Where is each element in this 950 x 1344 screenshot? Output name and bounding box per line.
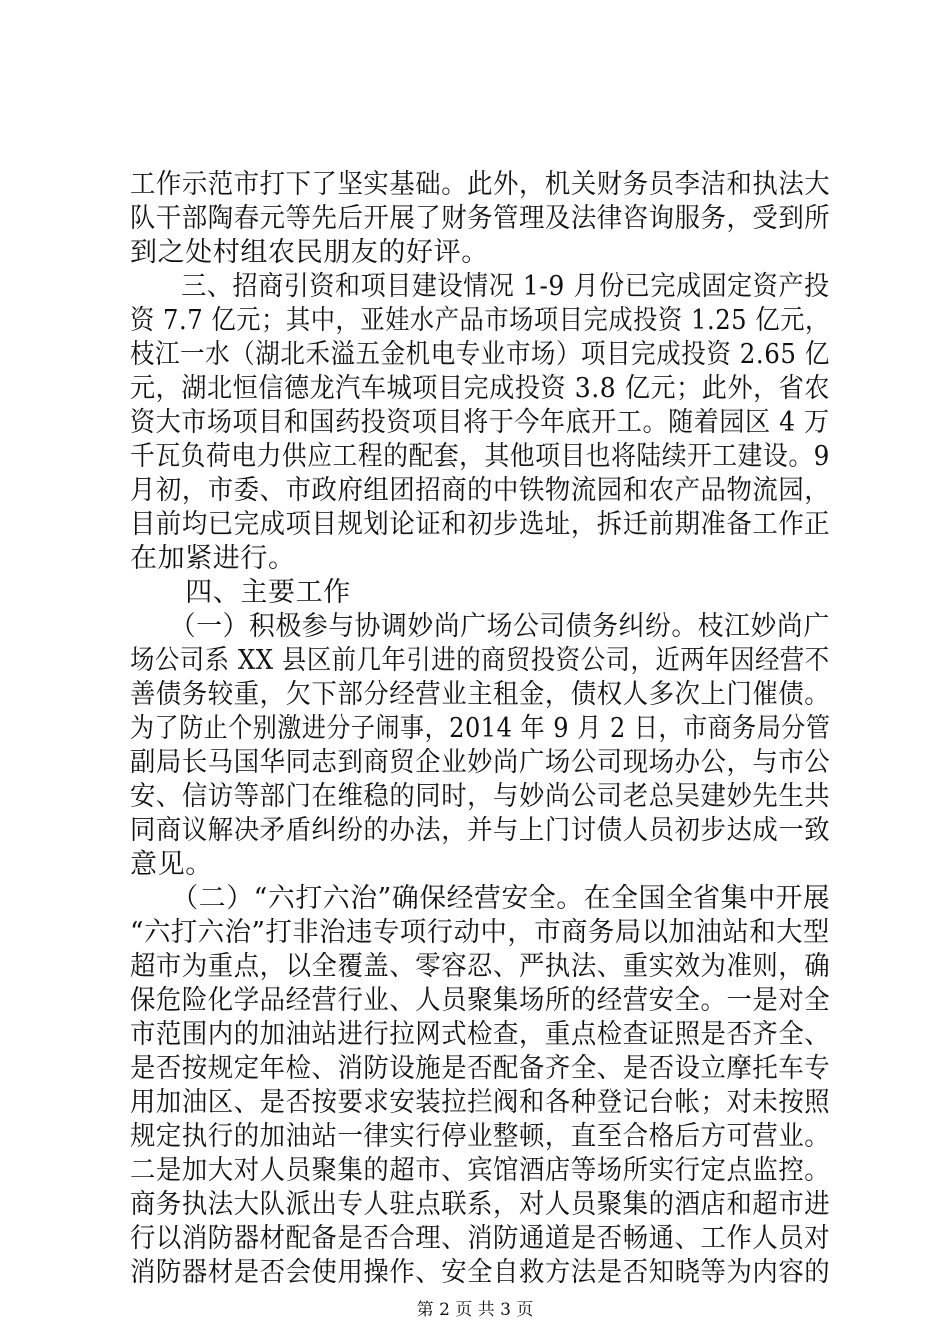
text-line: 在加紧进行。	[130, 543, 296, 574]
text-line: 工作示范市打下了坚实基础。此外，机关财务员李洁和执法大	[130, 169, 831, 200]
text-line: （二）“六打六治”确保经营安全。在全国全省集中开展	[130, 883, 831, 914]
text-line: 副局长马国华同志到商贸企业妙尚广场公司现场办公，与市公	[130, 747, 831, 778]
text-line: 千瓦负荷电力供应工程的配套，其他项目也将陆续开工建设。9	[130, 441, 830, 472]
text-line: 二是加大对人员聚集的超市、宾馆酒店等场所实行定点监控。	[130, 1155, 831, 1186]
text-line: 超市为重点，以全覆盖、零容忍、严执法、重实效为准则，确	[130, 951, 831, 982]
text-line: 目前均已完成项目规划论证和初步选址，拆迁前期准备工作正	[130, 509, 831, 540]
text-line: 元，湖北恒信德龙汽车城项目完成投资 3.8 亿元；此外，省农	[130, 373, 831, 404]
text-line: 保危险化学品经营行业、人员聚集场所的经营安全。一是对全	[130, 985, 831, 1016]
text-line: 市范围内的加油站进行拉网式检查，重点检查证照是否齐全、	[130, 1019, 831, 1050]
text-line: 月初，市委、市政府组团招商的中铁物流园和农产品物流园，	[130, 475, 831, 506]
text-line: 用加油区、是否按要求安装拉拦阀和各种登记台帐；对未按照	[130, 1087, 831, 1118]
text-line: 善债务较重，欠下部分经营业主租金，债权人多次上门催债。	[130, 679, 831, 710]
text-line: 场公司系 XX 县区前几年引进的商贸投资公司，近两年因经营不	[130, 645, 830, 676]
page-number-footer: 第 2 页 共 3 页	[416, 1300, 534, 1320]
text-line: 资大市场项目和国药投资项目将于今年底开工。随着园区 4 万	[130, 407, 830, 438]
text-line: 消防器材是否会使用操作、安全自救方法是否知晓等为内容的	[130, 1257, 831, 1288]
text-line: 枝江一水（湖北禾溢五金机电专业市场）项目完成投资 2.65 亿	[130, 339, 830, 370]
text-line: 是否按规定年检、消防设施是否配备齐全、是否设立摩托车专	[130, 1053, 831, 1084]
text-line: 规定执行的加油站一律实行停业整顿，直至合格后方可营业。	[130, 1121, 831, 1152]
text-line: 到之处村组农民朋友的好评。	[130, 237, 489, 268]
text-line: 资 7.7 亿元；其中，亚娃水产品市场项目完成投资 1.25 亿元，	[130, 305, 830, 336]
text-line: 队干部陶春元等先后开展了财务管理及法律咨询服务，受到所	[130, 203, 831, 234]
text-line: 商务执法大队派出专人驻点联系，对人员聚集的酒店和超市进	[130, 1189, 831, 1220]
text-line: “六打六治”打非治违专项行动中，市商务局以加油站和大型	[130, 917, 830, 948]
text-line: 意见。	[130, 849, 213, 880]
text-line: （一）积极参与协调妙尚广场公司债务纠纷。枝江妙尚广	[130, 611, 830, 642]
text-line: 同商议解决矛盾纠纷的办法，并与上门讨债人员初步达成一致	[130, 815, 831, 846]
text-line: 三、招商引资和项目建设情况 1-9 月份已完成固定资产投	[130, 271, 830, 302]
text-line: 行以消防器材配备是否合理、消防通道是否畅通、工作人员对	[130, 1223, 831, 1254]
section-heading: 四、主要工作	[130, 577, 351, 608]
text-line: 安、信访等部门在维稳的同时，与妙尚公司老总吴建妙先生共	[130, 781, 831, 812]
text-line: 为了防止个别激进分子闹事，2014 年 9 月 2 日，市商务局分管	[130, 713, 831, 744]
